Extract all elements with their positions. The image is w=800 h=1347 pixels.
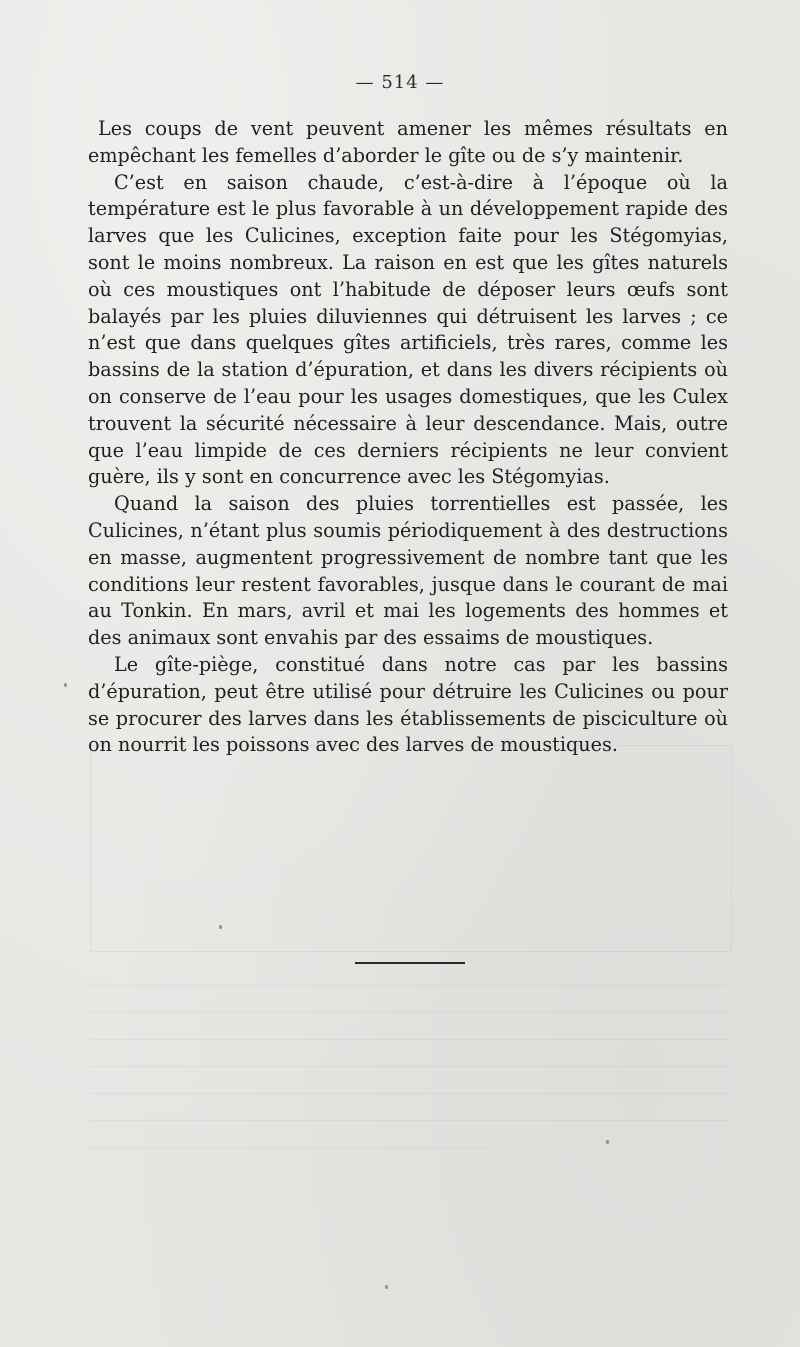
paragraph: Le gîte-piège, constitué dans notre cas par les bassins d’épuration, peut être utilisé pour détruire les Culicines ou pour se procurer des larves dans les établissements de pisciculture où on nourrit les poissons avec des larves de moustiques.	[88, 652, 728, 757]
bleed-through-line	[90, 1039, 730, 1040]
bleed-through-line	[90, 985, 730, 986]
bleed-through-line	[90, 1066, 730, 1067]
paper-speck	[606, 1140, 609, 1144]
paragraph: Quand la saison des pluies torrentielles est passée, les Culicines, n’étant plus soumis périodiquement à des destructions en masse, augmentent progressivement de nombre tant que les conditions leur restent favorables, jusque dans le courant de mai au Tonkin. En mars, avril et mai les logements des hommes et des animaux sont envahis par des essaims de moustiques.	[88, 492, 728, 650]
section-divider	[355, 962, 465, 964]
paper-speck	[219, 925, 222, 929]
paper-speck	[64, 683, 67, 687]
paper-speck	[385, 1285, 388, 1289]
bleed-through-line	[90, 1012, 730, 1013]
bleed-through-line	[90, 1147, 490, 1148]
page-number: — 514 —	[355, 72, 445, 93]
paragraph: C’est en saison chaude, c’est-à-dire à l’époque où la température est le plus favorable à un développement rapide des larves que les Culicines, exception faite pour les Stégomyias, sont le moins nombreux. La raison en est que les gîtes naturels où ces moustiques ont l’habitude de déposer leurs œufs sont balayés par les pluies diluviennes qui détruisent les larves ; ce n’est que dans quelques gîtes artificiels, très rares, comme les bassins de la station d’épuration, et dans les divers récipients où on conserve de l’eau pour les usages domestiques, que les Culex trouvent la sécurité nécessaire à leur descendance. Mais, outre que l’eau limpide de ces derniers récipients ne leur convient guère, ils y sont en concurrence avec les Stégomyias.	[88, 170, 728, 489]
bleed-through-line	[90, 1093, 730, 1094]
bleed-through-line	[90, 1120, 730, 1121]
bleed-through-table	[90, 745, 732, 952]
paragraph: Les coups de vent peuvent amener les mêmes résultats en empêchant les femelles d’aborder le gîte ou de s’y maintenir.	[88, 117, 728, 167]
body-text	[88, 116, 728, 759]
